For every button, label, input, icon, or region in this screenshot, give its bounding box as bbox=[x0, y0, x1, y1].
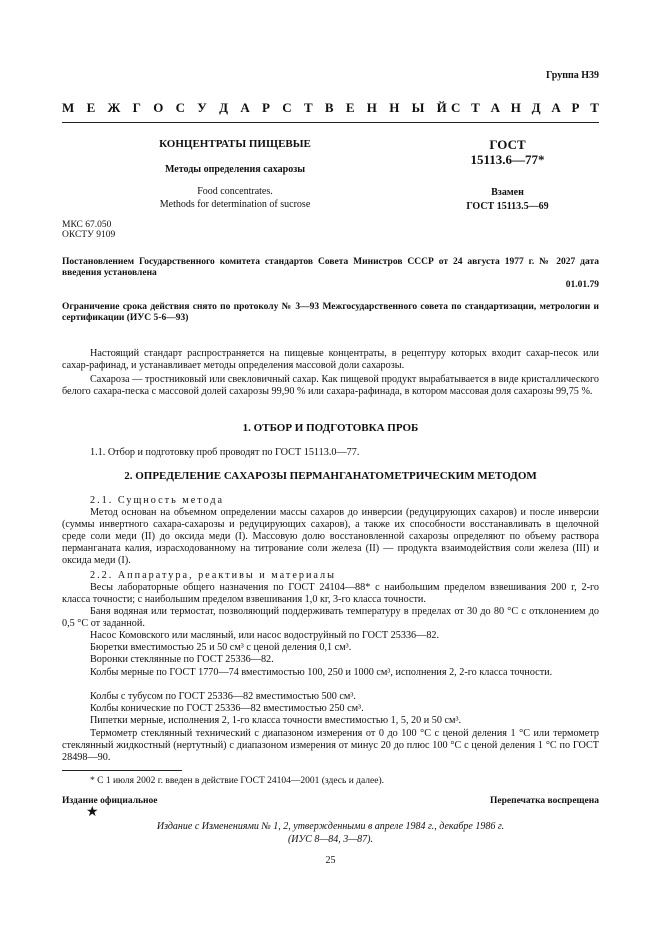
edition-note: Издание с Изменениями № 1, 2, утвержденными в апреле 1984 г., декабре 1986 г. bbox=[156, 821, 505, 832]
list-item: Баня водяная или термостат, позволяющий поддерживать температуру в пределах от 30 до 80 °С с отклонением до 0,5 °С от заданной. bbox=[62, 606, 599, 629]
subsection-heading: 2.2. Аппаратура, реактивы и материалы bbox=[90, 570, 336, 581]
reprint-notice: Перепечатка воспрещена bbox=[489, 796, 599, 806]
banner-letter: Ы bbox=[411, 100, 425, 115]
star-icon: ★ bbox=[86, 805, 99, 820]
banner-letter: Р bbox=[262, 100, 270, 115]
banner-letter: О bbox=[153, 100, 164, 115]
standard-word-standard bbox=[451, 100, 599, 116]
standard-word-interstate bbox=[62, 100, 447, 116]
classification-codes bbox=[62, 220, 115, 240]
list-item: Термометр стеклянный технический с диапазоном измерения от 0 до 100 °С с ценой деления 1 °С или термометр стеклянный жидкостный (нертутный) с диапазоном измерения от минус 20 до плюс 100 °С с ценой деления 1 °С по ГОСТ 28498—90. bbox=[62, 728, 599, 763]
footnote-rule bbox=[62, 770, 182, 771]
banner-letter: С bbox=[282, 100, 292, 115]
banner-letter: В bbox=[324, 100, 334, 115]
banner-letter: Р bbox=[571, 100, 580, 115]
ius-note: (ИУС 8—84, 3—87). bbox=[287, 834, 374, 845]
list-item: Колбы конические по ГОСТ 25336—82 вместимостью 250 см³. bbox=[90, 703, 364, 714]
decree: Постановлением Государственного комитета стандартов Совета Министров СССР от 24 августа 1977 г. № 2027 дата введения установлена bbox=[62, 257, 599, 278]
subsection-heading: 2.1. Сущность метода bbox=[90, 495, 225, 506]
banner-letter: Н bbox=[389, 100, 400, 115]
intro-paragraph: Сахароза — тростниковый или свекловичный сахар. Как пищевой продукт вырабатывается в виде кристаллического белого сахара-песка с массовой долей сахарозы 99,90 % или сахара-рафинада, в котором массовая доля сахарозы 99,75 %. bbox=[62, 374, 599, 397]
list-item: Колбы мерные по ГОСТ 1770—74 вместимостью 100, 250 и 1000 см³, исполнения 2, 2-го класса точности. bbox=[90, 667, 553, 678]
banner-letter: Д bbox=[219, 100, 229, 115]
list-item: Насос Комовского или масляный, или насос водоструйный по ГОСТ 25336—82. bbox=[90, 630, 440, 641]
replaces-label: Взамен bbox=[491, 187, 524, 198]
limitation-note: Ограничение срока действия снято по протоколу № 3—93 Межгосударственного совета по стандартизации, метрологии и сертификации (ИУС 5-6—93) bbox=[62, 302, 599, 323]
list-item: Весы лабораторные общего назначения по ГОСТ 24104—88* с наибольшим пределом взвешивания 200 г, 2-го класса точности; с наибольшим пределом взвешивания 1,0 кг, 3-го класса точности. bbox=[62, 582, 599, 605]
divider bbox=[62, 122, 599, 123]
footnote: * С 1 июля 2002 г. введен в действие ГОСТ 24104—2001 (здесь и далее). bbox=[90, 776, 385, 786]
banner-letter: С bbox=[175, 100, 186, 115]
banner-letter: Т bbox=[590, 100, 599, 115]
paragraph: 1.1. Отбор и подготовку проб проводят по ГОСТ 15113.0—77. bbox=[90, 447, 360, 458]
title-ru: КОНЦЕНТРАТЫ ПИЩЕВЫЕ bbox=[159, 138, 311, 150]
banner-letter: Г bbox=[132, 100, 141, 115]
banner-letter: Е bbox=[345, 100, 355, 115]
gost-number: 15113.6—77* bbox=[470, 152, 545, 167]
list-item: Колбы с тубусом по ГОСТ 25336—82 вместимостью 500 см³. bbox=[90, 691, 356, 702]
list-item: Пипетки мерные, исполнения 2, 1-го класса точности вместимостью 1, 5, 20 и 50 см³. bbox=[90, 715, 462, 726]
banner-letter: Т bbox=[303, 100, 313, 115]
banner-letter: М bbox=[62, 100, 75, 115]
list-item: Воронки стеклянные по ГОСТ 25336—82. bbox=[90, 654, 274, 665]
banner-letter: Ж bbox=[107, 100, 121, 115]
banner-letter: Н bbox=[510, 100, 521, 115]
standard-banner bbox=[62, 100, 599, 116]
official-edition: Издание официальное bbox=[62, 796, 158, 806]
paragraph: Метод основан на объемном определении массы сахаров до инверсии (редуцирующих сахаров) и после инверсии (суммы инвертного сахара-сахарозы и редуцирующих сахаров), а также их способности восстанавливать в щелочной среде соли меди (II) до оксида меди (I). Массовую долю восстановленной сахарозы определяют по объему раствора перманганата калия, израсходованному на титрование соли железа (II) — продукта взаимодействия соли железа (III) и оксида меди (I). bbox=[62, 507, 599, 566]
subtitle-en: Methods for determination of sucrose bbox=[159, 199, 311, 210]
page-number: 25 bbox=[325, 855, 336, 866]
banner-letter: Й bbox=[436, 100, 447, 115]
list-item: Бюретки вместимостью 25 и 50 см³ с ценой деления 0,1 см³. bbox=[90, 642, 352, 653]
section-heading: 2. ОПРЕДЕЛЕНИЕ САХАРОЗЫ ПЕРМАНГАНАТОМЕТРИЧЕСКИМ МЕТОДОМ bbox=[124, 470, 537, 482]
replaces-number: ГОСТ 15113.5—69 bbox=[466, 201, 549, 212]
effective-date: 01.01.79 bbox=[565, 280, 599, 290]
banner-letter: А bbox=[240, 100, 250, 115]
mks-code: МКС 67.050 bbox=[62, 220, 112, 230]
banner-letter: Е bbox=[86, 100, 96, 115]
title-en: Food concentrates. bbox=[197, 186, 273, 197]
gost-label: ГОСТ bbox=[489, 137, 526, 152]
banner-letter: Д bbox=[531, 100, 541, 115]
subtitle-ru: Методы определения сахарозы bbox=[164, 164, 306, 175]
group-label: Группа Н39 bbox=[546, 70, 599, 81]
banner-letter: А bbox=[551, 100, 561, 115]
banner-letter: Н bbox=[366, 100, 377, 115]
banner-letter: Т bbox=[471, 100, 480, 115]
okstu-code: ОКСТУ 9109 bbox=[62, 230, 116, 240]
section-heading: 1. ОТБОР И ПОДГОТОВКА ПРОБ bbox=[242, 422, 419, 434]
intro-paragraph: Настоящий стандарт распространяется на пищевые концентраты, в рецептуру которых входит сахар-песок или сахар-рафинад, и устанавливает методы определения массовой доли сахарозы. bbox=[62, 348, 599, 371]
banner-letter: С bbox=[451, 100, 461, 115]
banner-letter: А bbox=[490, 100, 500, 115]
banner-letter: У bbox=[197, 100, 207, 115]
